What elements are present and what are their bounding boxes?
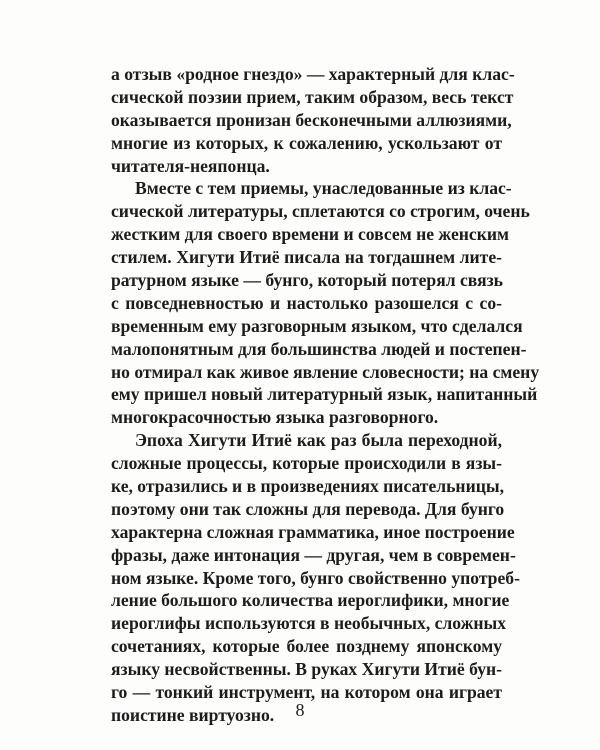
text-line: языку несвойственны. В руках Хигути Итиё бун- — [111, 659, 503, 680]
text-line: сочетаниях, которые более позднему японскому — [111, 636, 502, 657]
page-number: 8 — [295, 700, 305, 720]
page-body — [111, 63, 540, 727]
paragraph — [111, 429, 520, 727]
text-line: стилем. Хигути Итиё писала на тогдашнем лите- — [111, 247, 502, 268]
text-line: временным ему разговорным языком, что сделался — [111, 315, 523, 336]
text-line: многие из которых, к сожалению, ускользают от — [111, 132, 502, 153]
text-line: Вместе с тем приемы, унаследованные из клас- — [135, 178, 512, 199]
text-line: оказывается пронизан бесконечными аллюзиями, — [111, 109, 512, 130]
text-line: сической поэзии прием, таким образом, весь текст — [111, 86, 514, 107]
text-line: сической литературы, сплетаются со строгим, очень — [111, 201, 530, 222]
text-line: но отмирал как живое явление словесности; на смену — [111, 361, 540, 382]
text-line: ему пришел новый литературный язык, напитанный — [111, 384, 538, 405]
text-line: Эпоха Хигути Итиё как раз была переходной, — [135, 430, 502, 451]
text-line: ном языке. Кроме того, бунго свойственно употреб- — [111, 567, 520, 588]
text-line: ление большого количества иероглифики, многие — [111, 590, 510, 611]
text-line: читателя-неяпонца. — [111, 155, 270, 176]
text-line: го — тонкий инструмент, на котором она играет — [111, 682, 502, 703]
text-line: малопонятным для большинства людей и постепен- — [111, 338, 527, 359]
text-line: жестким для своего времени и совсем не женским — [111, 224, 509, 245]
text-line: характерна сложная грамматика, иное построение — [111, 521, 515, 542]
text-line: поэтому они так сложны для перевода. Для бунго — [111, 498, 505, 519]
text-line: многокрасочностью языка разговорного. — [111, 407, 439, 428]
paragraph — [111, 63, 515, 177]
text-line: а отзыв «родное гнездо» — характерный для клас- — [111, 64, 515, 84]
text-line: поистине виртуозно. — [111, 704, 275, 725]
text-line: с повседневностью и настолько разошелся с со- — [111, 292, 502, 313]
text-line: иероглифы используются в необычных, сложных — [111, 613, 507, 634]
text-line: ке, отразились и в произведениях писательницы, — [111, 476, 504, 497]
text-line: фразы, даже интонация — другая, чем в современ- — [111, 544, 516, 565]
paragraph — [111, 177, 540, 429]
text-line: сложные процессы, которые происходили в язы- — [111, 453, 502, 474]
text-line: ратурном языке — бунго, который потерял связь — [111, 270, 503, 291]
